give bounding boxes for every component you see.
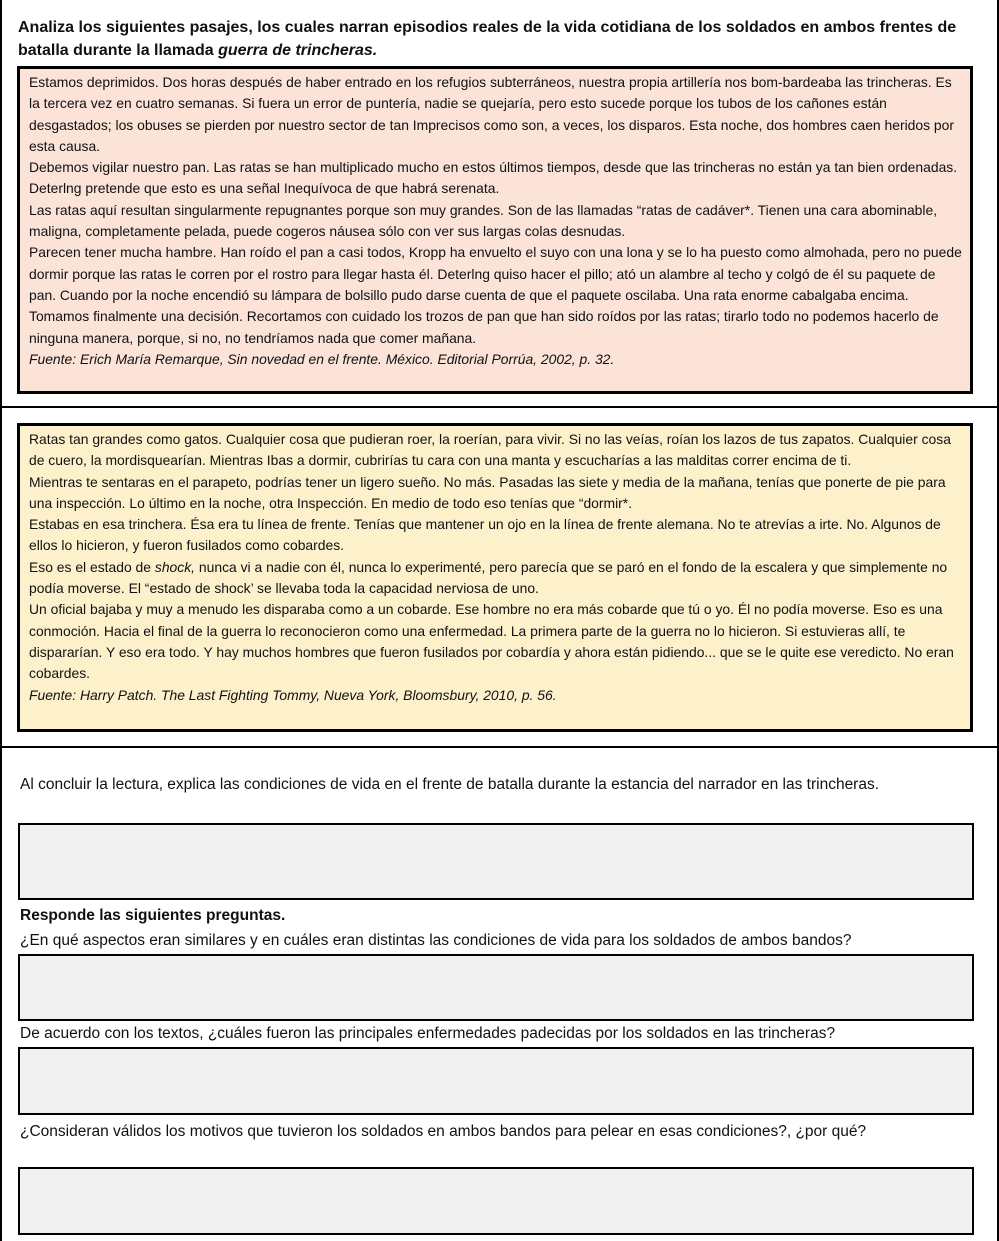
passage-2-paragraph: Estabas en esa trinchera. Ésa era tu línea de frente. Tenías que mantener un ojo en la línea de frente alemana. No te atrevías a irte. No. Algunos de ellos lo hicieron, y fueron fusilados como cobardes. [29,516,941,554]
passage-2-paragraph: Un oficial bajaba y muy a menudo les disparaba como a un cobarde. Ese hombre no era más cobarde que tú o yo. Él no podía moverse. Eso es una conmoción. Hacia el final de la guerra lo reconocieron como una enfermedad. La primera parte de la guerra no lo hicieron. Si estuvieras allí, te dispararían. Y eso era todo. Y hay muchos hombres que fueron fusilados por cobardía y ahora están pidiendo... que se le quite ese veredicto. No eran cobardes. [29,601,954,682]
passage-2-paragraph: Mientras te sentaras en el parapeto, podrías tener un ligero sueño. No más. Pasadas las siete y media de la mañana, tenías que ponerte de pie para una inspección. Lo último en la noche, otra Inspección. En medio de todo eso tenías que “dormir*. [29,473,946,511]
instructions-emphasis: guerra de trincheras. [218,42,378,59]
shock-text-after: nunca vi a nadie con él, nunca lo experimenté, pero parecía que se paró en el fondo de la escalera y que simplemente no podía moverse. El “estado de shock’ se llevaba toda la capacidad nerviosa de uno. [29,558,948,597]
answer-box-similarities[interactable] [18,954,974,1021]
instructions-text: Analiza los siguientes pasajes, los cuales narran episodios reales de la vida cotidiana de los soldados en ambos frentes de batalla durante la llamada [18,19,957,59]
activity-prompt: Al concluir la lectura, explica las condiciones de vida en el frente de batalla durante la estancia del narrador en las trincheras. [20,776,880,793]
passage-2-shock-paragraph [29,557,964,600]
answer-box-motives[interactable] [18,1167,974,1235]
passage-1-source: Fuente: Erich María Remarque, Sin novedad en el frente. México. Editorial Porrúa, 2002, p. 32. [29,350,615,367]
answer-box-conditions[interactable] [18,823,974,900]
passage-1-paragraph: Parecen tener mucha hambre. Han roído el pan a casi todos, Kropp ha envuelto el suyo con una lona y se lo ha puesto como almohada, pero no puede dormir porque las ratas le corren por el rostro para llegar hasta él. Deterlng quiso hacer el pillo; ató un alambre al techo y colgó de él su paquete de pan. Cuando por la noche encendió su lámpara de bolsillo pudo darse cuenta de que el paquete oscilaba. Una rata enorme cabalgaba encima. [29,244,962,303]
passage-remarque [17,66,973,394]
section-divider [2,406,997,408]
passage-1-paragraph: Debemos vigilar nuestro pan. Las ratas se han multiplicado mucho en estos últimos tiempos, desde que las trincheras no están ya tan bien ordenadas. Deterlng pretende que esto es una señal Inequívoca de que habrá serenata. [29,159,958,197]
passage-2-source: Fuente: Harry Patch. The Last Fighting Tommy, Nueva York, Bloomsbury, 2010, p. 56. [29,686,557,703]
question-similarities: ¿En qué aspectos eran similares y en cuáles eran distintas las condiciones de vida para los soldados de ambos bandos? [20,932,852,949]
passage-1-paragraph: Las ratas aquí resultan singularmente repugnantes porque son muy grandes. Son de las llamadas “ratas de cadáver*. Tienen una cara abominable, maligna, completamente pelada, puede cogeros náusea sólo con ver sus largas colas desnudas. [29,201,938,240]
shock-text-before: Eso es el estado de [29,558,155,575]
section-divider [2,746,997,748]
question-diseases: De acuerdo con los textos, ¿cuáles fueron las principales enfermedades padecidas por los soldados en las trincheras? [20,1025,836,1042]
passage-1-paragraph: Tomamos finalmente una decisión. Recortamos con cuidado los trozos de pan que han sido roídos por las ratas; tirarlo todo no podemos hacerlo de ninguna manera, porque, si no, no tendríamos nada que comer mañana. [29,308,939,346]
questions-heading: Responde las siguientes preguntas. [20,907,286,924]
shock-word: shock, [154,558,196,575]
instructions [18,16,980,62]
passage-patch [17,423,973,732]
passage-1-paragraph: Estamos deprimidos. Dos horas después de haber entrado en los refugios subterráneos, nuestra propia artillería nos bom-bardeaba las trincheras. Es la tercera vez en cuatro semanas. Si fuera un error de puntería, nadie se quejaría, pero esto sucede porque los tubos de los cañones están desgastados; los obuses se pierden por nuestro sector de tan Imprecisos como son, a veces, los disparos. Esta noche, dos hombres caen heridos por esta causa. [29,74,955,154]
passage-2-paragraph: Ratas tan grandes como gatos. Cualquier cosa que pudieran roer, la roerían, para vivir. Si no las veías, roían los lazos de tus zapatos. Cualquier cosa de cuero, la mordisquearían. Mientras Ibas a dormir, cubrirías tu cara con una manta y escucharías a las malditas correr encima de ti. [29,431,951,469]
question-motives: ¿Consideran válidos los motivos que tuvieron los soldados en ambos bandos para pelear en esas condiciones?, ¿por qué? [20,1123,867,1140]
answer-box-diseases[interactable] [18,1047,974,1115]
